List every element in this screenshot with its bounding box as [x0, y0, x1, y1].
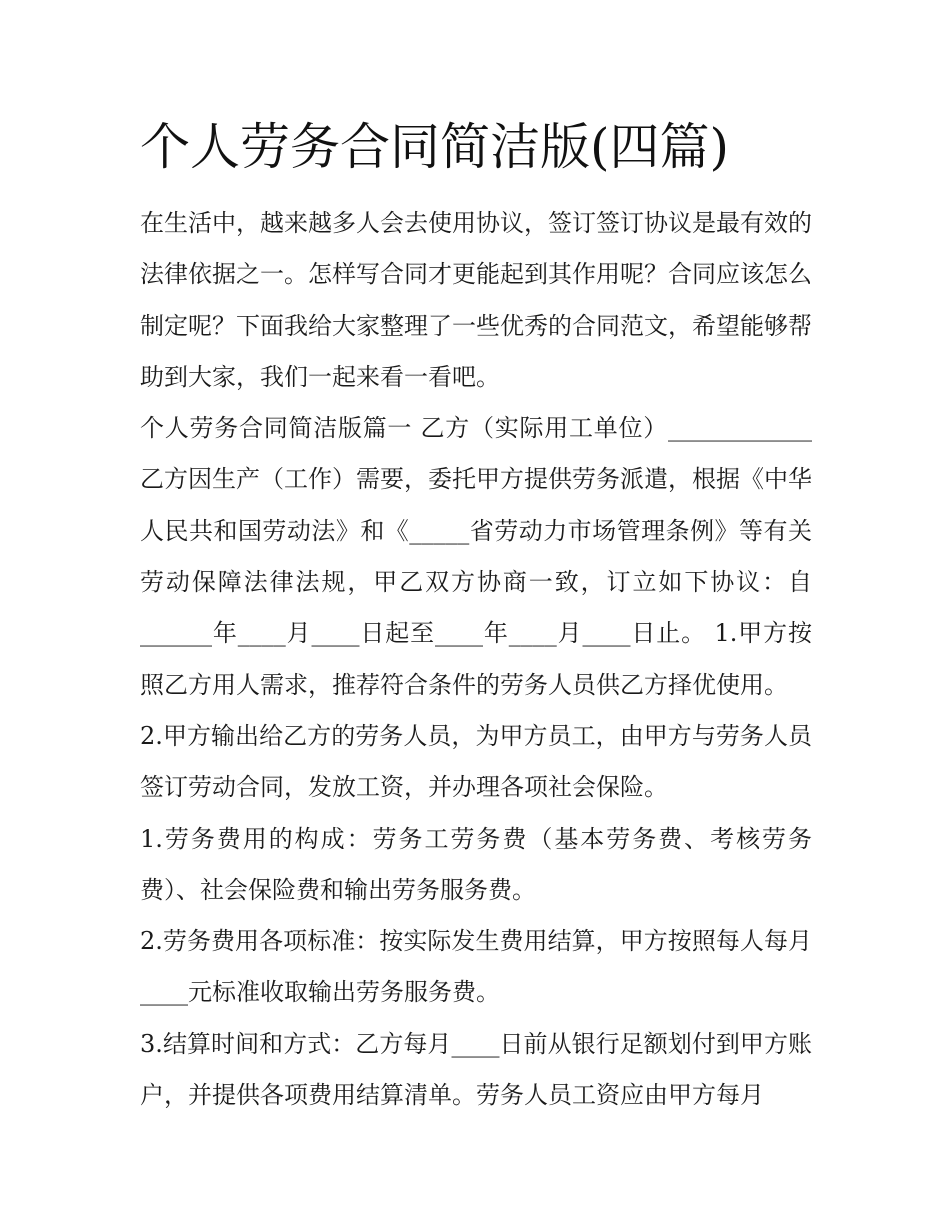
- paragraph-fee-standard: 2.劳务费用各项标准：按实际发生费用结算，甲方按照每人每月____元标准收取输出劳务服务费。: [140, 927, 812, 1007]
- document-title: 个人劳务合同简洁版(四篇): [140, 118, 730, 176]
- document-body: [140, 198, 812, 1121]
- paragraph-intro: 在生活中，越来越多人会去使用协议，签订签订协议是最有效的法律依据之一。怎样写合同才更能起到其作用呢？合同应该怎么制定呢？下面我给大家整理了一些优秀的合同范文，希望能够帮助到大家，我们一起来看一看吧。: [140, 209, 812, 391]
- paragraph-fee-composition: 1.劳务费用的构成：劳务工劳务费（基本劳务费、考核劳务费）、社会保险费和输出劳务服务费。: [140, 824, 812, 904]
- paragraph-clause-2: 2.甲方输出给乙方的劳务人员，为甲方员工，由甲方与劳务人员签订劳动合同，发放工资，并办理各项社会保险。: [140, 721, 812, 802]
- paragraph-settlement: 3.结算时间和方式：乙方每月____日前从银行足额划付到甲方账户，并提供各项费用结算清单。劳务人员工资应由甲方每月: [140, 1029, 812, 1110]
- paragraph-contract-part-one: 个人劳务合同简洁版篇一 乙方（实际用工单位）____________ 乙方因生产（工作）需要，委托甲方提供劳务派遣，根据《中华人民共和国劳动法》和《_____省劳动力市场管理条例》等有关劳动保障法律法规，甲乙双方协商一致，订立如下协议：自______年____月____日起至____年____月____日止。 1.甲方按照乙方用人需求，推荐符合条件的劳务人员供乙方择优使用。: [140, 414, 812, 699]
